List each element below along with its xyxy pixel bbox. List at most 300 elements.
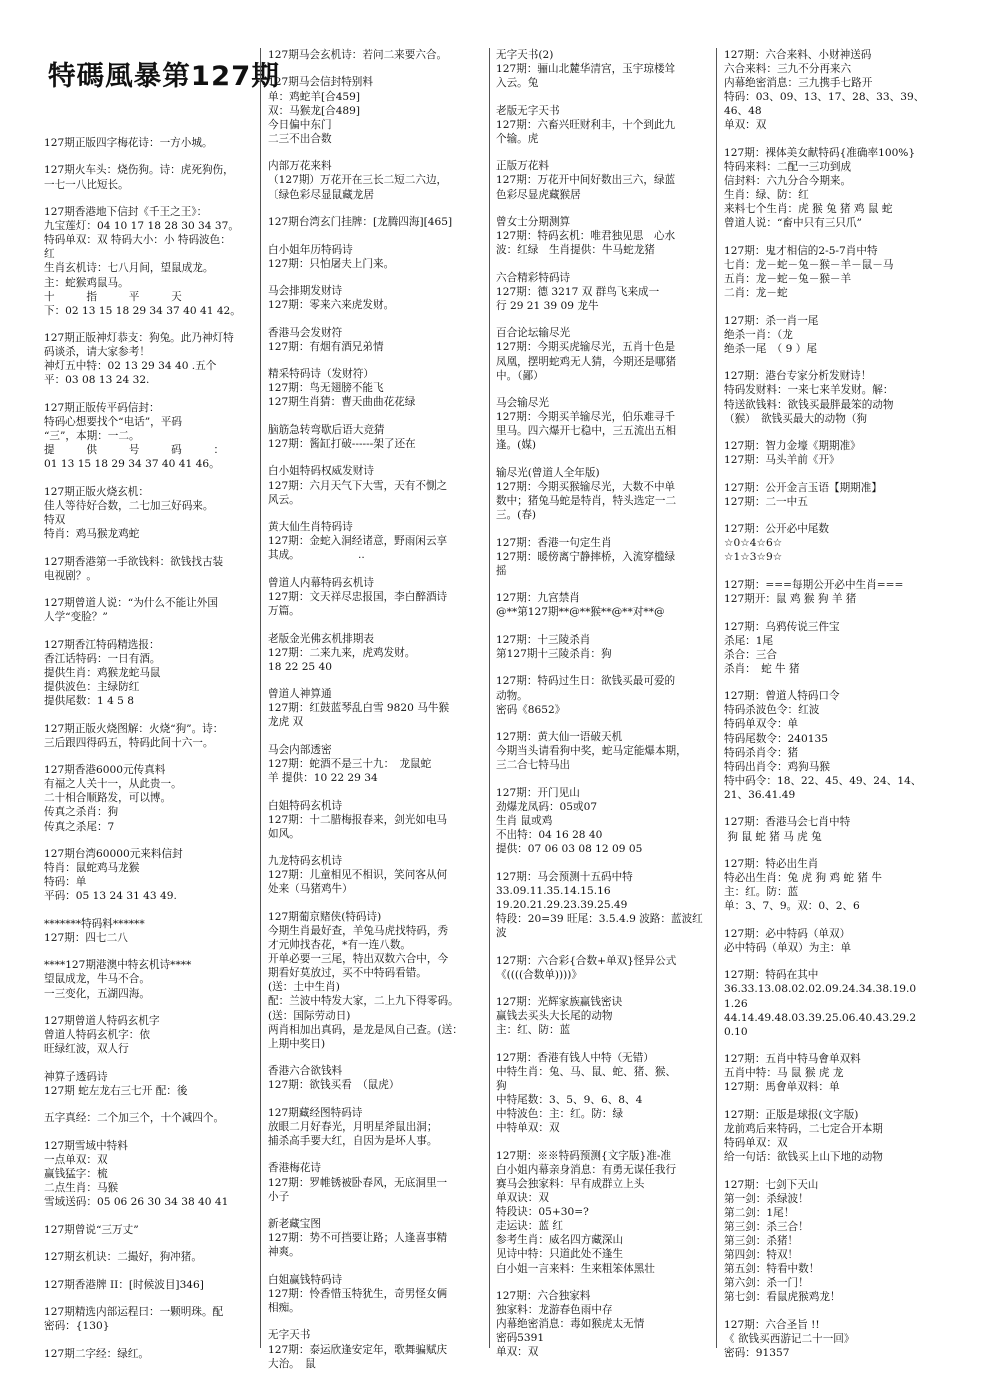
text-line: 一点单双：双 [44, 1153, 108, 1166]
text-line: 特码单双令：单 [724, 718, 799, 731]
text-line: 127期：十三陵杀肖 [496, 633, 591, 646]
text-block [496, 466, 710, 522]
text-line: 新老藏宝图 [268, 1218, 321, 1231]
text-line: 处来（马猪鸡牛） [268, 883, 353, 896]
text-block [268, 464, 484, 506]
text-block [44, 205, 256, 318]
text-line: 127期台湾60000元来料信封 [44, 848, 183, 861]
text-block [268, 1161, 484, 1203]
text-line: 主：红。防：蓝 [724, 886, 799, 899]
text-line: 单双：双 [496, 1346, 539, 1359]
text-line: 密码：{130} [44, 1320, 110, 1333]
text-line: 127期葡京赌侠(特码诗) [268, 910, 382, 923]
text-block [268, 910, 484, 1051]
text-line: 36.33.13.08.02.02.09.24.34.38.19.0 [724, 983, 917, 996]
text-line: 特码来料：二配一三功到成 [724, 161, 852, 174]
text-line: 不出特：04 16 28 40 [496, 829, 603, 842]
text-line: 127期：今期买虎输尽光，五肖十色是 [496, 341, 676, 354]
text-block [496, 396, 710, 452]
text-block [268, 159, 484, 201]
text-line: 127期：鸟无翅膀不能飞 [268, 382, 384, 395]
text-line: 127期：特码在其中 [724, 969, 819, 982]
text-line: 十 指 平 天 [44, 290, 182, 303]
text-line: 127期：万花开中间好数出三六，绿蓝 [496, 174, 676, 187]
text-line: 风云。 [268, 493, 300, 506]
text-line: 佳人等待好合数，二七加三好码来。 [44, 499, 214, 512]
text-block [496, 954, 710, 982]
text-line: 上期中奖日) [268, 1037, 326, 1050]
text-block [44, 163, 256, 191]
text-line: 狗 鼠 蛇 猪 马 虎 兔 [724, 830, 822, 843]
text-line: 今日偏中东门 [268, 118, 332, 131]
text-line: 特段：20=39 旺尾：3.5.4.9 波路：蓝波红 [496, 912, 703, 925]
text-line: *******特码料****** [44, 917, 145, 930]
text-line: 摇 [496, 564, 507, 577]
text-line: 127期：马会预测十五码中特 [496, 870, 633, 883]
text-block [268, 215, 484, 229]
text-line: 127期雪域中特料 [44, 1139, 128, 1152]
text-line: 127期：怜香惜玉特犹生，奇男怪女俩 [268, 1287, 448, 1300]
text-line: 曾道人特码玄机字：依 [44, 1029, 150, 1042]
text-line: 二三不出合数 [268, 132, 332, 145]
text-line: 127期曾道人说：“为什么不能让外国 [44, 597, 218, 610]
text-line: 127期：七剑下天山 [724, 1178, 819, 1191]
text-block [44, 1014, 256, 1056]
text-line: 第四剑：特双！ [724, 1249, 799, 1262]
text-line: 里马。四六爆开七稳中，三五流出五相 [496, 425, 677, 438]
text-line: 127期藏经图特码诗 [268, 1106, 363, 1119]
text-block [268, 326, 484, 354]
text-block [724, 244, 938, 300]
text-block [268, 632, 484, 674]
text-line: 0.10 [724, 1025, 748, 1038]
text-line: 主：蛇猴鸡鼠马。 [44, 276, 129, 289]
text-line: 127期：公开金言玉语【期期准】 [724, 481, 882, 494]
text-line: 如风。 [268, 827, 300, 840]
text-line: 脑筋急转弯歇后语大竞猜 [268, 423, 385, 436]
text-block [496, 1289, 710, 1359]
text-line: 提 供 号 码 ： [44, 444, 225, 457]
text-block [724, 927, 938, 955]
text-block [724, 857, 938, 913]
text-block [44, 958, 256, 1000]
text-line: 127期：正版是球报(文字版) [724, 1108, 859, 1121]
text-line: 127期：裸体美女献特码{准确率100%} [724, 146, 916, 159]
text-line: 信封料：六九分合今期来。 [724, 175, 852, 188]
text-line: 127期二字经：绿红。 [44, 1347, 149, 1360]
text-line: 马会排期发财诗 [268, 285, 343, 298]
text-line: 三。(春) [496, 509, 537, 522]
text-line: 127期：智力金壕《期期准》 [724, 440, 861, 453]
text-line: (送：土中生肖) [268, 981, 340, 994]
text-line: 二点生肖：马猴 [44, 1182, 119, 1195]
text-line: 赛马会独家料：早有成群立上头 [496, 1177, 645, 1190]
text-line: 127期：儿童相见不相识，笑问客从何 [268, 869, 448, 882]
text-line: 白小姐年历特码诗 [268, 243, 353, 256]
text-line: 127期：馬會单双料：单 [724, 1081, 840, 1094]
text-block [268, 520, 484, 562]
text-block [44, 1305, 256, 1333]
text-line: 杀合：三合 [724, 648, 777, 661]
text-line: 单：3、7、9。双：0、2、6 [724, 900, 860, 913]
text-line: 《 欲钱买西游记二十一回》 [724, 1332, 855, 1345]
text-block [268, 1217, 484, 1259]
text-line: 放眼二月好春光，月明星斧鼠出洞； [268, 1120, 438, 1133]
text-block [44, 763, 256, 833]
text-block [268, 284, 484, 312]
text-line: 127期：香港有钱人中特（无错） [496, 1051, 654, 1064]
text-line: 127期：德 3217 双 群鸟飞来成一 [496, 285, 660, 298]
text-line: 给一句话：欲钱买上山下地的动物 [724, 1151, 883, 1164]
text-line: 中。（鄙） [496, 369, 544, 382]
text-line: 特码单双：双 特码大小：小 特码波色： [44, 234, 231, 247]
text-line: 127期：六畜兴旺财利丰，十个到此九 [496, 118, 676, 131]
text-block [268, 1328, 484, 1370]
text-line: 白小姐特码权威发财诗 [268, 465, 374, 478]
text-block [724, 578, 938, 606]
text-line: 特码：单 [44, 876, 87, 889]
text-line: 127期：今期买猴输尽光，大数不中单 [496, 480, 676, 493]
text-line: 127期曾说“三万丈” [44, 1223, 139, 1236]
text-line: 第二剑：1尾！ [724, 1206, 795, 1219]
text-line: 白小姐一言来料：生来粗笨体黑壮 [496, 1262, 655, 1275]
text-line: 127期正版四字梅花诗：一方小城。 [44, 137, 213, 149]
text-line: 特码发财料：一来七来羊发财。解： [724, 384, 894, 397]
text-line: （127期）万花开在三长二短二六边， [268, 174, 448, 187]
text-line: 入云。兔 [496, 77, 539, 90]
text-line: 有福之人关十一，从此贵一。 [44, 778, 182, 791]
text-line: 127期：骊山北麓华清宫，玉宇琼楼耸 [496, 63, 676, 76]
text-line: 赢钱猛字：梳 [44, 1167, 108, 1180]
text-line: 中特生肖：兔、马、鼠、蛇、猪、猴、 [496, 1065, 677, 1078]
text-block [44, 596, 256, 624]
text-block [724, 815, 938, 843]
text-line: 曾道人神算通 [268, 688, 332, 701]
text-line: 羊 提供：10 22 29 34 [268, 772, 378, 785]
text-block [268, 1106, 484, 1148]
text-line: 五肖中特：马 鼠 猴 虎 龙 [724, 1067, 844, 1080]
text-line: 单双诀：双 [496, 1192, 549, 1205]
text-line: 127期：香港马会七肖中特 [724, 816, 851, 829]
text-block [724, 1178, 938, 1305]
text-line: 127期马会玄机诗：若问二来要六合。 [268, 49, 448, 61]
text-block [268, 75, 484, 145]
text-block [44, 331, 256, 387]
text-line: 白姐赢钱特码诗 [268, 1273, 343, 1286]
text-line: 127期：有烟有酒兄弟情 [268, 340, 384, 353]
text-line: 127期：暖傍离宁静摔桥，入流穿槛绿 [496, 550, 676, 563]
text-line: 望鼠成龙，牛马不合。 [44, 973, 150, 986]
text-line: 百合论坛输尽光 [496, 327, 571, 340]
text-line: 两肖相加出真码，是龙是凤自己查。(送： [268, 1023, 463, 1036]
text-line: 六合精彩特码诗 [496, 271, 571, 284]
text-block [724, 314, 938, 356]
text-line: 127期：欲钱买看 （鼠虎） [268, 1079, 400, 1092]
text-line: 127期正版火烧图解：火烧“狗”。诗： [44, 722, 224, 735]
text-block [44, 1347, 256, 1361]
text-block [268, 854, 484, 896]
text-line: 配：兰波中特发大家，二上九下得零码。 [268, 995, 459, 1008]
text-line: 波：红绿 生肖提供：牛马蛇龙猪 [496, 244, 655, 257]
text-line: 六合来料：三九不分再来六 [724, 63, 852, 76]
text-line: 第三剑：杀三合！ [724, 1220, 809, 1233]
text-line: 单双：双 [724, 119, 767, 132]
text-block [724, 439, 938, 467]
text-block [496, 870, 710, 940]
text-block [268, 423, 484, 451]
text-block [496, 536, 710, 578]
text-line: 凤凰，摆明蛇鸡无人猜，今期还是哪猪 [496, 355, 677, 368]
text-line: 127期：香港一句定生肖 [496, 536, 612, 549]
text-line: 曾道人内幕特码玄机诗 [268, 576, 374, 589]
text-line: 相痴。 [268, 1301, 300, 1314]
column-divider [489, 48, 490, 1348]
text-line: 捕杀高手要大红，自因为是坏人事。 [268, 1134, 438, 1147]
text-line: 小子 [268, 1190, 290, 1203]
column-divider [260, 48, 261, 1348]
text-line: 127期：光辉家族赢钱密诀 [496, 996, 623, 1009]
text-block [44, 638, 256, 708]
text-line: 特码心想要找个“电话”，平码 [44, 416, 182, 429]
text-line: 输尽光(曾道人全年版) [496, 466, 600, 479]
text-line: 今期当头请看狗中奖，蛇马定能爆本期， [496, 745, 687, 758]
text-line: 01 13 15 18 29 34 37 40 41 46。 [44, 458, 220, 471]
text-block [268, 1064, 484, 1092]
text-line: 〔绿色彩尽显鼠藏龙居 [268, 188, 374, 201]
text-line: 特码杀波色令：红波 [724, 704, 820, 717]
text-line: 特码单双：双 [724, 1137, 788, 1150]
text-line: 特送欲钱料：欲钱买最胖最笨的动物 [724, 398, 894, 411]
text-line: 五肖：龙－蛇－兔－猴－羊 [724, 273, 852, 286]
text-line: 人学“变脸？” [44, 611, 108, 624]
text-line: 19.20.21.29.23.39.25.49 [496, 898, 628, 911]
text-line: 正版万花料 [496, 160, 549, 173]
text-line: 特肖：鼠蛇鸡马龙猴 [44, 862, 140, 875]
text-line: 劲爆龙凤码：05或07 [496, 800, 598, 813]
text-block [496, 1149, 710, 1276]
text-line: 127期：===每期公开必中生肖=== [724, 578, 904, 591]
text-line: 127期火车头：烧伤狗。诗：虎死狗伤， [44, 164, 234, 177]
text-line: 127期：曾道人特码口令 [724, 690, 840, 703]
text-line: 第五剑：特看中数！ [724, 1263, 820, 1276]
text-line: 生肖玄机诗：七八月间，望鼠成龙。 [44, 262, 214, 275]
text-line: 127期：乌鸦传说三件宝 [724, 620, 840, 633]
text-line: 127期香港地下信封《千王之王》： [44, 206, 208, 219]
text-line: (送：国际劳动日) [268, 1009, 351, 1022]
text-line: 127期：今期买羊输尽光，伯乐难寻千 [496, 411, 676, 424]
text-line: 127期：势不可挡要让路；人逢喜事精 [268, 1232, 448, 1245]
text-line: 特码出肖令：鸡狗马猴 [724, 760, 830, 773]
text-block [496, 591, 710, 619]
text-line: 其成。 .. [268, 549, 365, 562]
text-line: 码谈杀，请大家参考！ [44, 346, 150, 359]
text-block [724, 1108, 938, 1164]
text-block [724, 481, 938, 509]
text-line: 白姐特码玄机诗 [268, 799, 343, 812]
text-line: 行 29 21 39 09 龙牛 [496, 299, 599, 312]
text-block [496, 786, 710, 856]
text-line: 46、48 [724, 105, 762, 118]
text-line: 雪域送码：05 06 26 30 34 38 40 41 [44, 1196, 229, 1209]
text-line: 127期：六合圣旨 !! [724, 1318, 820, 1331]
text-block [496, 730, 710, 772]
text-line: 127期马会信封特别料 [268, 76, 373, 89]
text-block [44, 917, 256, 945]
text-line: 127期玄机诀：二撮好，狗冲猪。 [44, 1251, 202, 1264]
text-line: 特双 [44, 514, 66, 527]
text-line: 21、36.41.49 [724, 788, 796, 801]
text-line: 127期：开门见山 [496, 786, 580, 799]
text-line: 127期：红鼓蓝琴乱白雪 9820 马牛猴 [268, 702, 450, 715]
text-line: 平：03 08 13 24 32. [44, 374, 150, 387]
text-line: 大治。 鼠 [268, 1357, 316, 1370]
text-line: 曾女士分期测算 [496, 216, 571, 229]
text-line: 127期：必中特码（单双） [724, 927, 851, 940]
text-line: 127期：十二腊梅报春来，剑光如电马 [268, 813, 448, 826]
text-line: 九龙特码玄机诗 [268, 855, 343, 868]
text-line: 九宝莲灯：04 10 17 18 28 30 34 37。 [44, 220, 239, 233]
text-block [724, 1318, 938, 1360]
text-block [44, 1278, 256, 1292]
text-line: 传真之杀肖：狗 [44, 806, 119, 819]
text-block [496, 271, 710, 313]
text-line: 127期：六合独家料 [496, 1289, 591, 1302]
text-line: 127期：蛇酒不是三十九： 龙鼠蛇 [268, 757, 432, 770]
text-line: 参考生肖：威名四方藏深山 [496, 1234, 624, 1247]
text-line: 127期：杀一肖一尾 [724, 314, 819, 327]
text-line: 内幕绝密消息：毒如猴虎太无情 [496, 1318, 645, 1331]
text-line: 香港六合欲钱料 [268, 1065, 343, 1078]
text-block [44, 1070, 256, 1098]
text-line: 第127期十三陵杀肖：狗 [496, 648, 612, 660]
text-block [496, 1051, 710, 1136]
text-line: 神灯五中特：02 13 29 34 40 .五个 [44, 360, 217, 373]
text-block [496, 995, 710, 1037]
text-column-2 [268, 48, 484, 1370]
text-line: 无字天书 [268, 1329, 311, 1342]
text-line: 127期：泰运欣逢安定年，歌舞骗赋庆 [268, 1343, 448, 1356]
text-line: 龙虎 双 [268, 716, 304, 729]
text-line: 127期：港台专家分析发财诗！ [724, 370, 872, 383]
text-line: 127期：※※特码预测{文字版}准-准 [496, 1149, 671, 1162]
text-line: 127期：酱缸打破------架了还在 [268, 438, 416, 450]
text-block [496, 326, 710, 382]
text-column-4 [724, 48, 938, 1360]
text-line: 127期：二来九来，虎鸡发财。 [268, 646, 416, 659]
text-line: 127期：罗帷锈被卧春风，无底洞里一 [268, 1176, 448, 1189]
text-line: 香港梅花诗 [268, 1162, 321, 1175]
text-line: 127期香港第一手欲钱料：欲钱找古装 [44, 555, 224, 568]
text-line: 无字天书(2) [496, 49, 554, 61]
text-line: 杀肖： 蛇 牛 猪 [724, 662, 800, 675]
text-block [44, 401, 256, 471]
text-line: 三后跟四得码五，特码此间十六一。 [44, 736, 214, 749]
text-line: 44.14.49.48.03.39.25.06.40.43.29.2 [724, 1011, 917, 1024]
text-line: 才元帅找杏花，*有一连八数。 [268, 939, 412, 952]
text-line: 精采特码诗（发财符） [268, 368, 374, 381]
text-line: 万篇。 [268, 605, 300, 618]
text-line: 旺绿红波，双人行 [44, 1043, 129, 1056]
text-line: 特码：03、09、13、17、28、33、39、 [724, 91, 925, 104]
text-line: 赢钱去买头大长尾的动物 [496, 1010, 613, 1023]
text-line: 老版无字天书 [496, 104, 560, 117]
text-block [724, 1052, 938, 1094]
text-block [44, 722, 256, 750]
text-line: 开单必要一三尾，特出双数六合中，今 [268, 953, 449, 966]
text-block [724, 146, 938, 231]
text-column-3 [496, 48, 710, 1359]
text-line: 七肖：龙－蛇－兔－猴－羊－鼠－马 [724, 259, 894, 271]
text-line: 127期：特必出生肖 [724, 858, 819, 870]
text-line: 特段诀：05+30=? [496, 1206, 589, 1219]
text-line: 曾道人说：“畜中只有三只爪” [724, 217, 862, 230]
text-line: 波 [496, 927, 507, 940]
text-block [268, 687, 484, 729]
text-line: 127期香港6000元传真料 [44, 764, 166, 777]
text-line: 密码5391 [496, 1332, 545, 1345]
text-line: 生肖 鼠或鸡 [496, 815, 553, 828]
text-line: 127期：特码过生日：欲钱买最可爱的 [496, 675, 676, 688]
text-block [268, 367, 484, 409]
text-line: 五字真经：二个加三个，十个减四个。 [44, 1112, 225, 1125]
text-block [496, 159, 710, 201]
text-line: 传真之杀尾：7 [44, 820, 115, 833]
text-block [268, 743, 484, 785]
text-line: 127期 蛇左龙右三七开 配：後 [44, 1084, 188, 1097]
text-line: 127期台湾玄门挂牌：[龙腾四海][465] [268, 216, 453, 229]
text-line: 马会输尽光 [496, 397, 549, 410]
text-line: 逢。(媒) [496, 439, 537, 452]
text-line: 下：02 13 15 18 29 34 37 40 41 42。 [44, 304, 241, 317]
text-line: 第三剑：杀猪！ [724, 1235, 799, 1248]
text-block [724, 968, 938, 1038]
text-line: “三”，本期：一二。 [44, 430, 140, 443]
text-line: 单：鸡蛇羊[合459] [268, 90, 361, 103]
text-line: 三二合七特马出 [496, 759, 571, 772]
text-block [268, 799, 484, 841]
text-line: 黄大仙生肖特码诗 [268, 521, 353, 534]
text-line: 127期：只怕屠夫上门来。 [268, 257, 395, 270]
text-line: 127期：文天祥尽忠报国，李白醉酒诗 [268, 590, 448, 603]
text-line: 一三变化，五湖四海。 [44, 987, 150, 1000]
text-line: 今期生肖最好查，羊兔马虎找特码，秀 [268, 924, 449, 937]
text-block [724, 620, 938, 676]
text-line: 狗 [496, 1079, 507, 1092]
text-block [44, 1111, 256, 1125]
text-line: 特中码令：18、22、45、49、24、14、 [724, 774, 922, 787]
text-line: 神爽。 [268, 1246, 300, 1259]
text-line: 特肖：鸡马猴龙鸡蛇 [44, 528, 140, 541]
text-line: 1.26 [724, 997, 748, 1010]
text-line: 提供：07 06 03 08 12 09 05 [496, 843, 643, 856]
text-line: 18 22 25 40 [268, 660, 333, 673]
text-line: 127期开：鼠 鸡 猴 狗 羊 猪 [724, 593, 857, 606]
text-block [44, 847, 256, 903]
text-line: 平码：05 13 24 31 43 49. [44, 890, 177, 903]
text-line: 127期：六月天气下大雪，天有不惻之 [268, 479, 448, 492]
text-line: 127期正版火烧玄机： [44, 485, 149, 498]
text-line: 第七剑：看鼠虎猴鸡龙！ [724, 1291, 841, 1304]
text-block [44, 136, 256, 150]
text-line: 见诗中特：只道此处不逢生 [496, 1248, 624, 1261]
text-line: 主：红、防：蓝 [496, 1024, 571, 1037]
text-line: 127期正版传平码信封： [44, 401, 160, 414]
text-line: 内幕绝密消息：三九携手七路开 [724, 77, 873, 90]
text-line: 特码尾数令：240135 [724, 732, 829, 745]
text-line: @**第127期**@**猴**@**对**@ [496, 606, 665, 619]
text-line: 127期：五肖中特马會单双料 [724, 1053, 861, 1066]
text-block [496, 215, 710, 257]
